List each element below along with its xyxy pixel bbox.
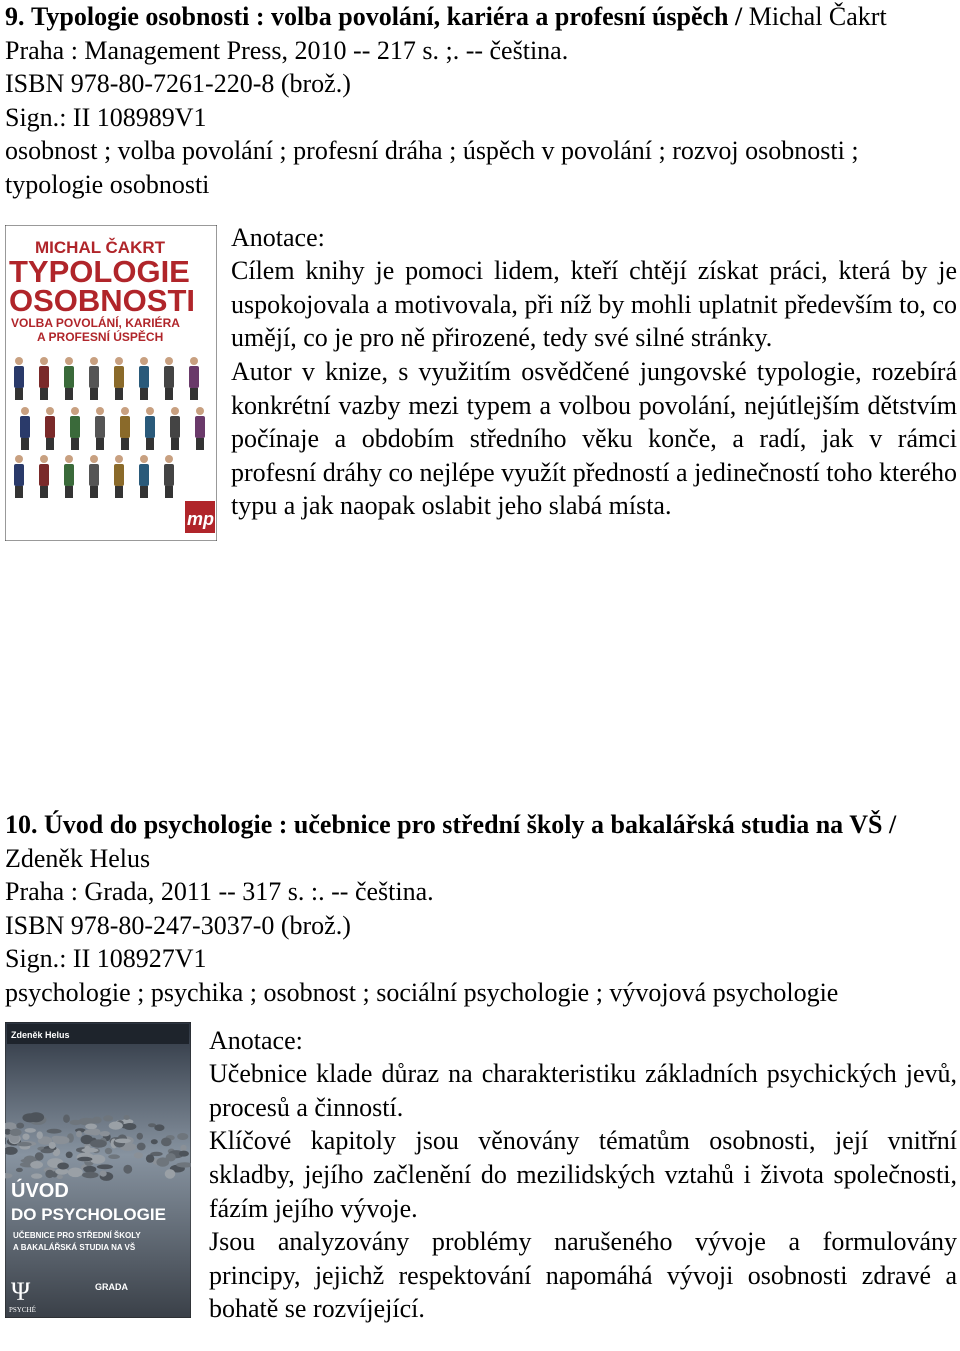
person-figure-head <box>165 455 173 463</box>
stone-shape <box>180 1144 186 1150</box>
person-figure-body <box>39 366 49 388</box>
cover-series-logo: PSYCHÉ <box>9 1305 36 1314</box>
person-figure-head <box>115 357 123 365</box>
person-figure-head <box>140 357 148 365</box>
person-figure-legs <box>21 438 29 450</box>
stone-shape <box>151 1139 158 1144</box>
stone-shape <box>97 1164 113 1169</box>
person-figure-head <box>90 357 98 365</box>
person-figure-head <box>40 455 48 463</box>
annotation-paragraph: Klíčové kapitoly jsou věnovány tématům osobnosti, její vnitřní skladby, jejího začlenění do mezilidských vztahů i života společnosti, fázím jejího vývoje. <box>209 1126 957 1223</box>
stone-shape <box>47 1128 62 1133</box>
entry-title-line <box>5 808 957 875</box>
annotation-paragraph: Učebnice klade důraz na charakteristiku základních psychických jevů, procesů a činností. <box>209 1059 957 1122</box>
person-figure-body <box>114 464 124 486</box>
person-figure-legs <box>165 486 173 498</box>
stone-shape <box>49 1141 56 1148</box>
person-figure-body <box>189 366 199 388</box>
person-figure-legs <box>46 438 54 450</box>
annotation-label: Anotace: <box>209 1025 303 1055</box>
person-figure-head <box>171 407 179 415</box>
person-figure-body <box>70 416 80 438</box>
person-figure-legs <box>165 388 173 400</box>
stone-shape <box>17 1142 32 1146</box>
person-figure-body <box>20 416 30 438</box>
person-figure-legs <box>140 388 148 400</box>
cover-author: Zdeněk Helus <box>11 1029 70 1040</box>
catalog-entry-9 <box>5 0 957 541</box>
cover-subtitle-1: UČEBNICE PRO STŘEDNÍ ŠKOLY <box>13 1230 141 1240</box>
person-figure-body <box>14 366 24 388</box>
stone-shape <box>177 1133 188 1140</box>
person-figure-legs <box>90 486 98 498</box>
stone-shape <box>137 1132 143 1139</box>
person-figure-body <box>89 366 99 388</box>
stone-shape <box>76 1130 82 1137</box>
stone-shape <box>124 1115 130 1120</box>
stone-shape <box>41 1148 54 1153</box>
person-figure-head <box>15 455 23 463</box>
person-figure-legs <box>171 438 179 450</box>
stone-shape <box>16 1167 23 1171</box>
stone-shape <box>103 1115 113 1121</box>
stone-shape <box>16 1122 24 1128</box>
annotation-label: Anotace: <box>231 222 325 252</box>
signature-value: : II 108927V1 <box>59 944 207 974</box>
stone-shape <box>154 1124 164 1131</box>
stone-shape <box>77 1156 92 1161</box>
person-figure-head <box>140 455 148 463</box>
signature-label: Sign. <box>5 944 60 974</box>
stone-shape <box>100 1170 107 1176</box>
person-figure-legs <box>40 486 48 498</box>
person-figure-body <box>139 366 149 388</box>
person-figure-head <box>196 407 204 415</box>
entry-number: 10. <box>5 810 38 839</box>
person-figure-legs <box>65 486 73 498</box>
annotation-section <box>5 221 957 529</box>
person-figure-legs <box>140 486 148 498</box>
person-figure-head <box>65 357 73 365</box>
cover-title-1: ÚVOD <box>11 1179 69 1202</box>
annotation-paragraph: Jsou analyzovány problémy narušeného vývoje a formulovány principy, jejichž respektování napomáhá vývoji osobnosti zdravé a bohatě se rozvíjející. <box>209 1227 957 1324</box>
stone-shape <box>30 1161 43 1169</box>
stone-shape <box>22 1133 29 1139</box>
publisher-line: Praha : Management Press, 2010 -- 217 s. ;. -- čeština. <box>5 35 569 65</box>
person-figure-legs <box>15 388 23 400</box>
person-figure-legs <box>71 438 79 450</box>
isbn-line: ISBN 978-80-247-3037-0 (brož.) <box>5 910 351 940</box>
cover-title-2: OSOBNOSTI <box>9 282 196 318</box>
person-figure-body <box>64 464 74 486</box>
cover-subtitle-1: VOLBA POVOLÁNÍ, KARIÉRA <box>11 315 180 330</box>
person-figure-legs <box>96 438 104 450</box>
book-cover-image <box>5 1022 191 1318</box>
person-figure-body <box>164 464 174 486</box>
signature-line <box>5 101 957 135</box>
person-figure-head <box>90 455 98 463</box>
stone-shape <box>53 1136 70 1144</box>
annotation-paragraph: Cílem knihy je pomoci lidem, kteří chtějí získat práci, která by je uspokojovala a motivovala, při níž by mohli uplatnit především to, co umějí, co je pro ně přirozené, tedy své silné stránky. <box>231 256 957 353</box>
cover-subtitle-2: A PROFESNÍ ÚSPĚCH <box>37 329 164 344</box>
stone-shape <box>105 1147 112 1153</box>
author-separator: / <box>882 810 897 839</box>
stone-shape <box>66 1151 73 1158</box>
stone-shape <box>146 1154 154 1162</box>
stone-shape <box>90 1139 107 1147</box>
cover-title-2: DO PSYCHOLOGIE <box>11 1204 166 1224</box>
stone-shape <box>25 1128 36 1133</box>
entry-title: Úvod do psychologie : učebnice pro střední školy a bakalářská studia na VŠ <box>44 810 883 839</box>
cover-title-1: TYPOLOGIE <box>9 253 190 289</box>
stone-shape <box>57 1174 63 1178</box>
stone-shape <box>10 1128 22 1135</box>
cover-publisher-logo: mp <box>187 508 214 529</box>
stone-shape <box>83 1166 94 1171</box>
person-figure-head <box>96 407 104 415</box>
signature-value: : II 108989V1 <box>59 102 207 132</box>
person-figure-body <box>145 416 155 438</box>
person-figure-body <box>95 416 105 438</box>
book-cover-uvod <box>5 1022 191 1318</box>
catalog-entry-10 <box>5 808 957 1326</box>
stone-shape <box>70 1119 82 1124</box>
person-figure-head <box>165 357 173 365</box>
person-figure-legs <box>15 486 23 498</box>
stone-shape <box>68 1167 83 1177</box>
stone-shape <box>161 1137 172 1146</box>
person-figure-head <box>40 357 48 365</box>
stone-shape <box>37 1131 43 1139</box>
stone-shape <box>137 1142 146 1150</box>
person-figure-head <box>146 407 154 415</box>
psi-symbol-icon: Ψ <box>11 1276 31 1306</box>
person-figure-legs <box>115 486 123 498</box>
stone-shape <box>166 1153 176 1161</box>
person-figure-head <box>121 407 129 415</box>
stone-shape <box>165 1169 176 1179</box>
stone-shape <box>57 1162 69 1169</box>
stone-shape <box>100 1131 110 1136</box>
person-figure-body <box>195 416 205 438</box>
publisher-line: Praha : Grada, 2011 -- 317 s. :. -- čeština. <box>5 877 434 907</box>
stone-shape <box>108 1154 120 1159</box>
keywords-line: osobnost ; volba povolání ; profesní dráha ; úspěch v povolání ; rozvoj osobnosti ; typologie osobnosti <box>5 136 859 199</box>
person-figure-legs <box>196 438 204 450</box>
entry-title-line <box>5 0 957 34</box>
person-figure-body <box>45 416 55 438</box>
stone-shape <box>45 1169 54 1177</box>
person-figure-legs <box>115 388 123 400</box>
person-figure-legs <box>146 438 154 450</box>
person-figure-head <box>46 407 54 415</box>
person-figure-body <box>64 366 74 388</box>
person-figure-legs <box>121 438 129 450</box>
stone-shape <box>85 1123 97 1129</box>
cover-author: MICHAL ČAKRT <box>35 237 166 257</box>
entry-title: Typologie osobnosti : volba povolání, kariéra a profesní úspěch <box>31 2 729 31</box>
annotation-paragraph: Autor v knize, s využitím osvědčené jungovské typologie, rozebírá konkrétní vazby mezi typem a volbou povolání, nejútlejším dětstvím počínaje a obdobím středního věku konče, a radí, jak v rámci profesní dráhy co nejlépe využít předností a jedinečností toho kterého typu a jak naopak oslabit jeho slabá místa. <box>231 356 957 521</box>
stone-shape <box>82 1171 99 1177</box>
entry-author: Michal Čakrt <box>748 2 887 31</box>
person-figure-body <box>39 464 49 486</box>
annotation-section <box>5 1024 957 1326</box>
stone-shape <box>84 1129 99 1135</box>
stone-shape <box>22 1113 37 1122</box>
cover-subtitle-2: A BAKALÁŘSKÁ STUDIA NA VŠ <box>13 1242 136 1252</box>
person-figure-body <box>14 464 24 486</box>
person-figure-legs <box>40 388 48 400</box>
person-figure-body <box>170 416 180 438</box>
stone-shape <box>63 1114 70 1122</box>
stone-shape <box>123 1164 132 1173</box>
signature-label: Sign. <box>5 102 60 132</box>
person-figure-body <box>89 464 99 486</box>
person-figure-head <box>71 407 79 415</box>
person-figure-legs <box>90 388 98 400</box>
cover-publisher-logo: GRADA <box>95 1281 128 1292</box>
person-figure-head <box>115 455 123 463</box>
book-cover-image <box>5 225 217 541</box>
person-figure-legs <box>65 388 73 400</box>
stone-shape <box>134 1152 143 1158</box>
author-separator: / <box>728 2 749 31</box>
keywords-line: psychologie ; psychika ; osobnost ; sociální psychologie ; vývojová psychologie <box>5 977 839 1007</box>
person-figure-body <box>120 416 130 438</box>
stone-shape <box>115 1138 131 1143</box>
person-figure-head <box>21 407 29 415</box>
book-cover-typologie <box>5 225 217 541</box>
entry-author: Zdeněk Helus <box>5 843 151 873</box>
stone-shape <box>109 1121 123 1129</box>
isbn-line: ISBN 978-80-7261-220-8 (brož.) <box>5 69 351 99</box>
person-figure-body <box>114 366 124 388</box>
person-figure-head <box>65 455 73 463</box>
stone-shape <box>179 1150 189 1156</box>
person-figure-head <box>15 357 23 365</box>
person-figure-body <box>164 366 174 388</box>
entry-number: 9. <box>5 2 25 31</box>
stone-shape <box>84 1145 90 1154</box>
signature-line <box>5 942 957 976</box>
person-figure-head <box>190 357 198 365</box>
stone-shape <box>31 1173 42 1178</box>
person-figure-body <box>139 464 149 486</box>
person-figure-legs <box>190 388 198 400</box>
